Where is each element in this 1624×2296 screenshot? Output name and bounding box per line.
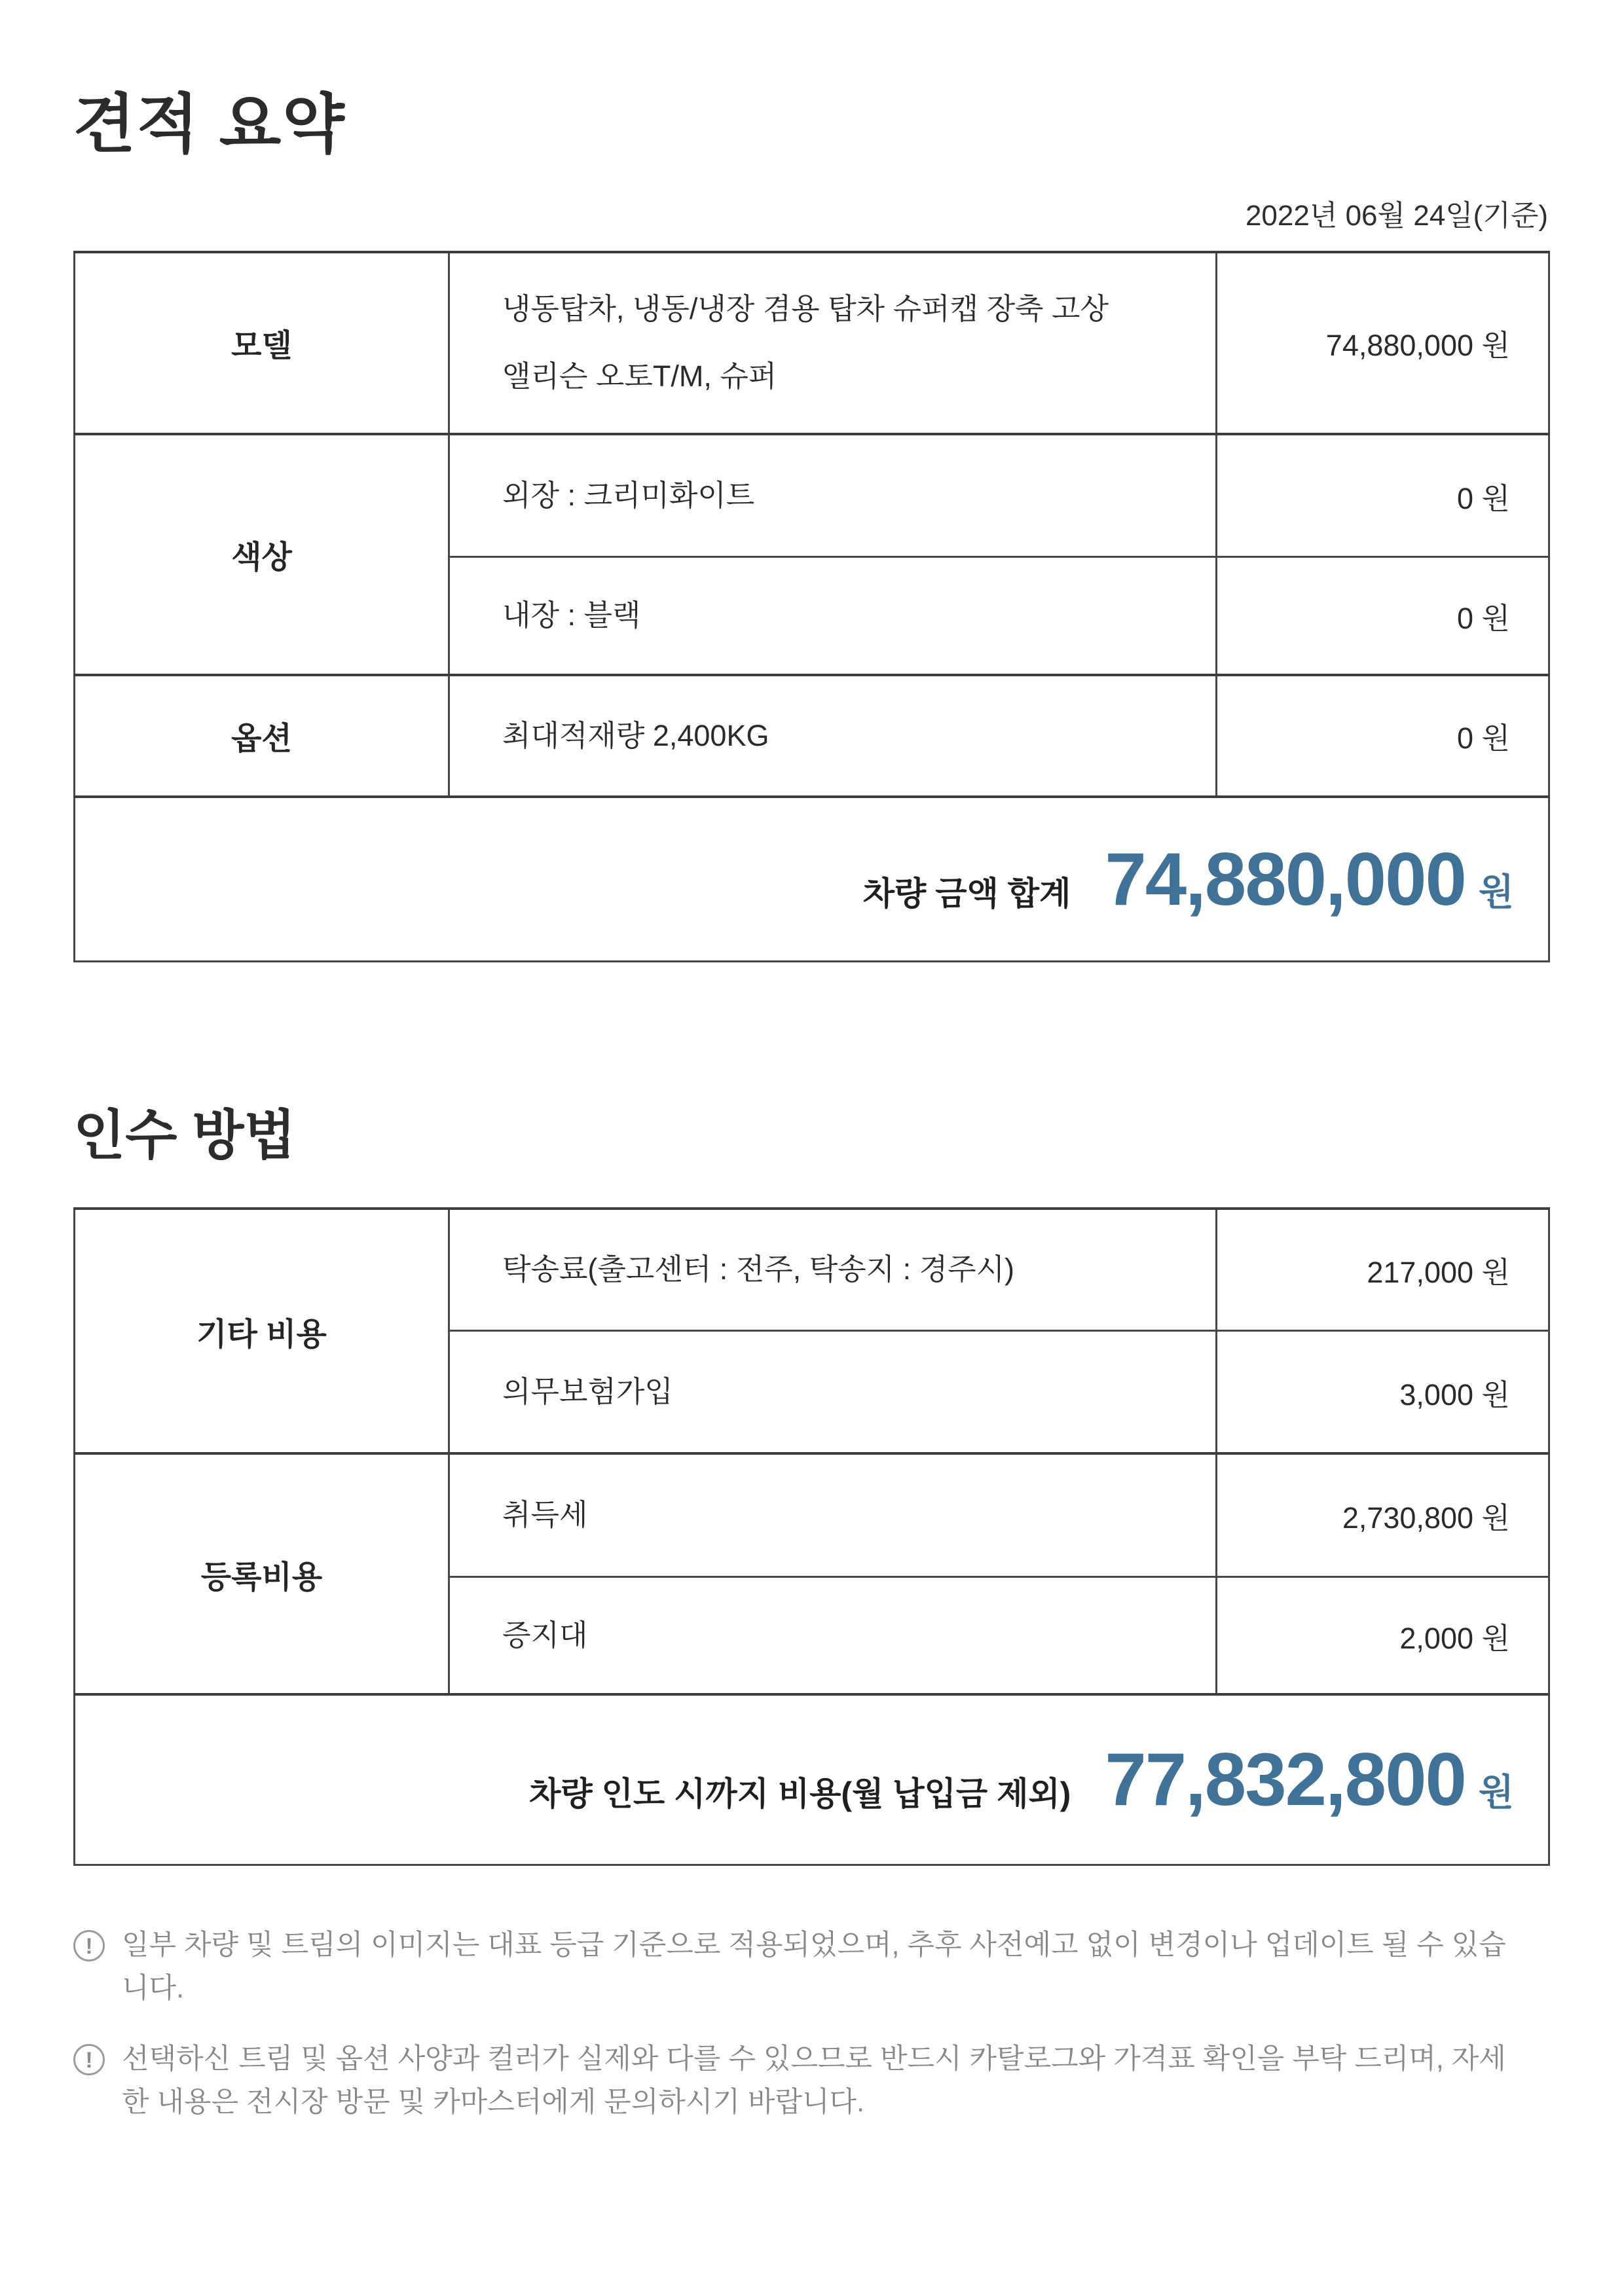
- interior-color-price: 0 원: [1217, 557, 1549, 675]
- registration-cost-row-label: 등록비용: [75, 1453, 449, 1694]
- page-title: 견적 요약: [73, 88, 346, 160]
- summary-table: [73, 251, 1550, 963]
- notice-item: [73, 1923, 1548, 2010]
- model-description-cell: [449, 252, 1217, 434]
- delivery-total-amount: 77,832,800: [1105, 1738, 1466, 1822]
- table-row-vehicle-total: [75, 797, 1549, 962]
- option-price: 0 원: [1217, 675, 1549, 797]
- vehicle-total-unit: 원: [1478, 871, 1514, 913]
- mandatory-insurance-price: 3,000 원: [1217, 1330, 1549, 1453]
- option-row-label: 옵션: [75, 675, 449, 797]
- exterior-color-desc: 외장 : 크리미화이트: [449, 434, 1217, 557]
- vehicle-total-amount: 74,880,000: [1105, 837, 1466, 921]
- model-row-label: 모델: [75, 252, 449, 434]
- vehicle-total-group: [863, 837, 1514, 922]
- exclamation-circle-icon: !: [73, 1930, 105, 1961]
- exterior-color-price: 0 원: [1217, 434, 1549, 557]
- table-row-model: [75, 252, 1549, 434]
- stamp-fee-desc: 증지대: [449, 1576, 1217, 1694]
- table-row-option: [75, 675, 1549, 797]
- model-desc-line2: 앨리슨 오토T/M, 슈퍼: [502, 359, 777, 393]
- delivery-total-label: 차량 인도 시까지 비용(월 납입금 제외): [529, 1776, 1071, 1813]
- stamp-fee-price: 2,000 원: [1217, 1576, 1549, 1694]
- table-row-shipping-fee: [75, 1209, 1549, 1330]
- etc-cost-row-label: 기타 비용: [75, 1209, 449, 1453]
- notice-text: 선택하신 트림 및 옵션 사양과 컬러가 실제와 다를 수 있으므로 반드시 카탈로그와 가격표 확인을 부탁 드리며, 자세한 내용은 전시장 방문 및 카마스터에게 문의하시기 바랍니다.: [122, 2043, 1506, 2118]
- delivery-total-unit: 원: [1478, 1772, 1514, 1813]
- quote-date: 2022년 06월 24일(기준): [1245, 199, 1548, 232]
- model-desc-line1: 냉동탑차, 냉동/냉장 겸용 탑차 슈퍼캡 장축 고상: [502, 292, 1109, 326]
- acquisition-tax-desc: 취득세: [449, 1453, 1217, 1576]
- shipping-fee-price: 217,000 원: [1217, 1209, 1549, 1330]
- notice-list: [73, 1923, 1548, 2124]
- mandatory-insurance-desc: 의무보험가입: [449, 1330, 1217, 1453]
- interior-color-desc: 내장 : 블랙: [449, 557, 1217, 675]
- notice-text: 일부 차량 및 트림의 이미지는 대표 등급 기준으로 적용되었으며, 추후 사전예고 없이 변경이나 업데이트 될 수 있습니다.: [122, 1929, 1506, 2004]
- color-row-label: 색상: [75, 434, 449, 675]
- acquisition-tax-price: 2,730,800 원: [1217, 1453, 1549, 1576]
- table-row-exterior-color: [75, 434, 1549, 557]
- section-title-delivery: 인수 방법: [73, 1106, 296, 1166]
- table-row-delivery-total: [75, 1694, 1549, 1865]
- delivery-table: [73, 1207, 1550, 1866]
- vehicle-total-label: 차량 금액 합계: [862, 875, 1071, 912]
- exclamation-circle-icon: !: [73, 2044, 105, 2075]
- shipping-fee-desc: 탁송료(출고센터 : 전주, 탁송지 : 경주시): [449, 1209, 1217, 1330]
- content-area: [73, 0, 1548, 2124]
- table-row-acquisition-tax: [75, 1453, 1549, 1576]
- model-price: 74,880,000 원: [1217, 252, 1549, 434]
- delivery-total-group: [529, 1737, 1514, 1823]
- vehicle-total-cell: [75, 797, 1549, 962]
- notice-item: [73, 2037, 1548, 2124]
- delivery-total-cell: [75, 1694, 1549, 1865]
- option-desc: 최대적재량 2,400KG: [449, 675, 1217, 797]
